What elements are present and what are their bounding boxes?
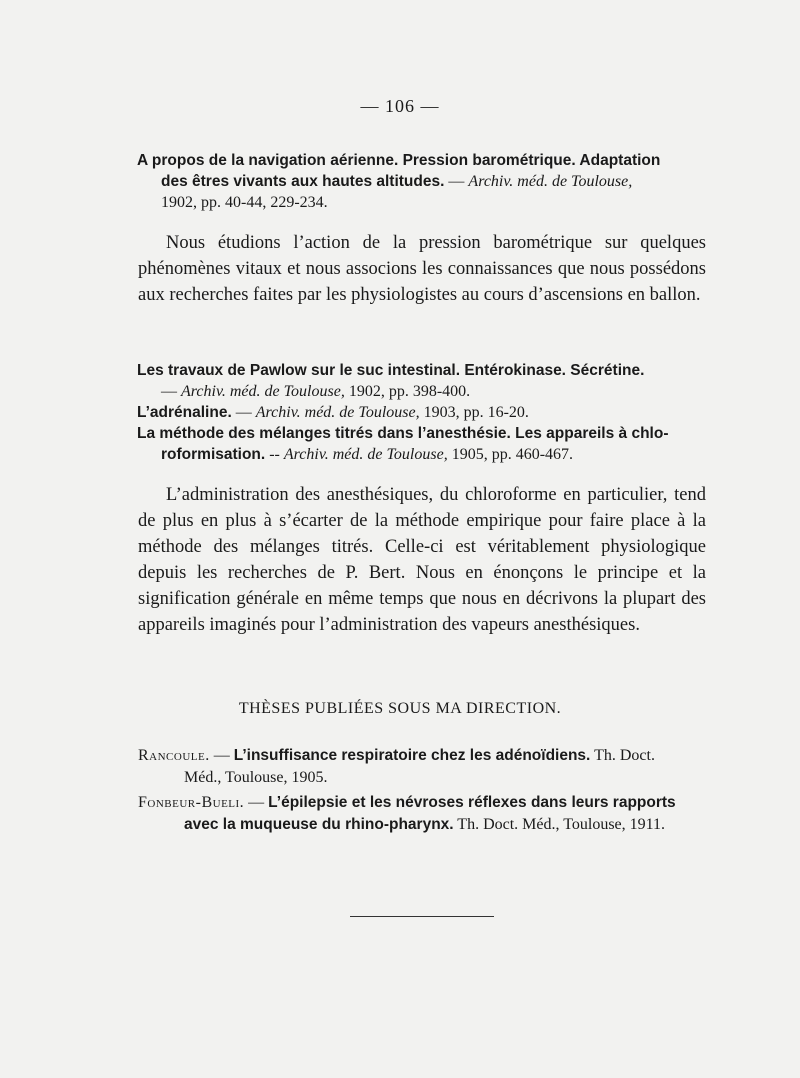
entry-title: A propos de la navigation aérienne. Pression barométrique. Adaptation [137, 152, 661, 169]
thesis-details-cont: Méd., Toulouse, 1905. [184, 769, 328, 786]
entry-dash: — [444, 173, 469, 190]
entry-pages: 1903, pp. 16-20. [419, 404, 529, 421]
entry-title: L’adrénaline. [137, 404, 232, 421]
paragraph-barometric: Nous étudions l’action de la pression barométrique sur quelques phénomènes vitaux et nous associons les connaissances que nous possédons aux recherches faites par les physiologistes au cours d’ascensions en ballon. [138, 233, 706, 305]
entry-title-cont: des êtres vivants aux hautes altitudes. [161, 173, 445, 190]
thesis-dash: — [209, 747, 234, 764]
entry-journal: Archiv. méd. de Toulouse, [255, 404, 420, 421]
closing-rule [350, 916, 494, 917]
bibliography-entry-adrenaline [138, 402, 706, 423]
thesis-author: Fonbeur-Bueli. [138, 794, 245, 811]
bibliography-entry-pawlow [138, 360, 706, 402]
entry-title: Les travaux de Pawlow sur le suc intestinal. Entérokinase. Sécrétine. [137, 362, 645, 379]
entry-journal: Archiv. méd. de Toulouse, [181, 383, 345, 400]
thesis-details: Th. Doct. Méd., Toulouse, 1911. [453, 816, 666, 833]
paragraph-anesthesia: L’administration des anesthésiques, du chloroforme en particulier, tend de plus en plus à s’écarter de la méthode empirique pour faire place à la méthode des mélanges titrés. Celle-ci est véritablement physiologique depuis les recherches de P. Bert. Nous en énonçons le principe et la signification générale en même temps que nous en décrivons la plupart des appareils imaginés pour l’administration des vapeurs anesthésiques. [138, 485, 706, 635]
thesis-title: L’insuffisance respiratoire chez les adénoïdiens. [233, 747, 591, 764]
thesis-details: Th. Doct. [590, 747, 655, 764]
entry-title: La méthode des mélanges titrés dans l’anesthésie. Les appareils à chlo- [137, 425, 669, 442]
thesis-title: L’épilepsie et les névroses réflexes dans leurs rapports [268, 794, 676, 811]
entry-pages: 1902, pp. 398-400. [344, 383, 471, 400]
page-number: — 106 — [360, 96, 440, 116]
thesis-entry-fonbeur [138, 792, 706, 836]
entry-journal: Archiv. méd. de Toulouse, [468, 173, 633, 190]
thesis-title-cont: avec la muqueuse du rhino-pharynx. [184, 816, 454, 833]
bibliography-entry-aviation [138, 150, 706, 213]
entry-pages: 1902, pp. 40-44, 229-234. [161, 194, 328, 211]
bibliography-entry-anesthesia [138, 423, 706, 465]
entry-title-cont: roformisation. [161, 446, 266, 463]
entry-dash: -- [265, 446, 284, 463]
entry-journal: Archiv. méd. de Toulouse, [283, 446, 448, 463]
thesis-dash: — [244, 794, 269, 811]
entry-dash: — [161, 383, 181, 400]
entry-dash: — [231, 404, 256, 421]
thesis-author: Rancoule. [138, 747, 210, 764]
section-heading-theses: THÈSES PUBLIÉES SOUS MA DIRECTION. [238, 700, 562, 717]
entry-pages: 1905, pp. 460-467. [447, 446, 574, 463]
thesis-entry-rancoule [138, 745, 706, 789]
